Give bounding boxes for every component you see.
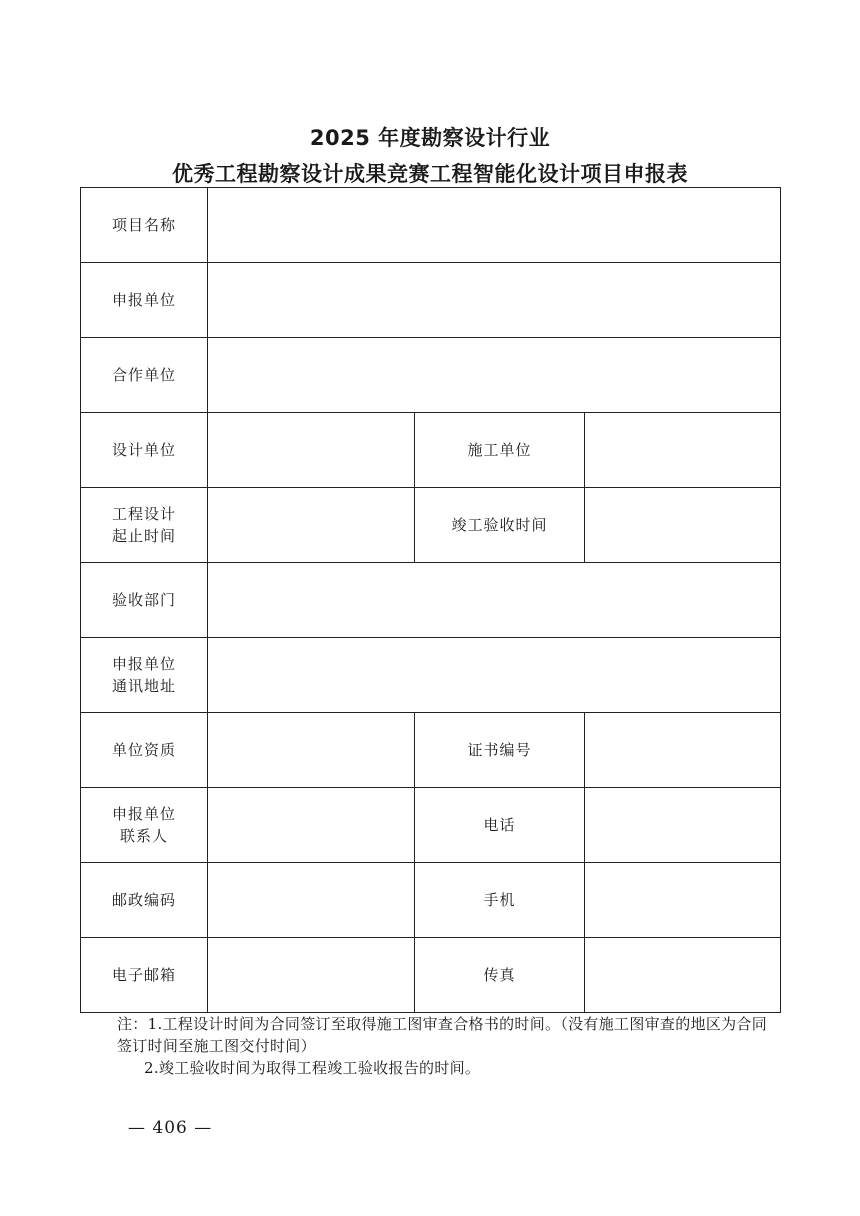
field-mobile[interactable] <box>585 863 781 938</box>
label-address-line-1: 申报单位 <box>111 655 176 673</box>
label-partner: 合作单位 <box>81 338 208 413</box>
table-row <box>81 788 781 863</box>
label-constructor: 施工单位 <box>415 413 585 488</box>
label-design-period <box>81 488 208 563</box>
table-row <box>81 638 781 713</box>
label-postcode: 邮政编码 <box>81 863 208 938</box>
label-address <box>81 638 208 713</box>
table-row <box>81 863 781 938</box>
label-mobile: 手机 <box>415 863 585 938</box>
field-designer[interactable] <box>208 413 415 488</box>
field-completion-time[interactable] <box>585 488 781 563</box>
table-row <box>81 413 781 488</box>
table-row <box>81 263 781 338</box>
field-design-period[interactable] <box>208 488 415 563</box>
field-partner[interactable] <box>208 338 781 413</box>
label-project-name: 项目名称 <box>81 188 208 263</box>
table-row <box>81 338 781 413</box>
note-1: 注：1.工程设计时间为合同签订至取得施工图审查合格书的时间。（没有施工图审查的地区为合同签订时间至施工图交付时间） <box>117 1015 768 1055</box>
label-design-period-line-1: 工程设计 <box>111 505 176 523</box>
field-postcode[interactable] <box>208 863 415 938</box>
note-2: 2.竣工验收时间为取得工程竣工验收报告的时间。 <box>144 1059 481 1077</box>
field-constructor[interactable] <box>585 413 781 488</box>
label-certificate-no: 证书编号 <box>415 713 585 788</box>
page-number: — 406 — <box>128 1118 213 1138</box>
label-contact <box>81 788 208 863</box>
field-address[interactable] <box>208 638 781 713</box>
field-certificate-no[interactable] <box>585 713 781 788</box>
label-contact-line-1: 申报单位 <box>111 805 176 823</box>
field-phone[interactable] <box>585 788 781 863</box>
field-qualification[interactable] <box>208 713 415 788</box>
title-line-2: 优秀工程勘察设计成果竞赛工程智能化设计项目申报表 <box>172 162 688 186</box>
label-acceptance-dept: 验收部门 <box>81 563 208 638</box>
label-completion-time: 竣工验收时间 <box>415 488 585 563</box>
label-qualification: 单位资质 <box>81 713 208 788</box>
table-row <box>81 488 781 563</box>
field-acceptance-dept[interactable] <box>208 563 781 638</box>
notes <box>117 1013 767 1079</box>
field-applicant[interactable] <box>208 263 781 338</box>
field-email[interactable] <box>208 938 415 1013</box>
label-email: 电子邮箱 <box>81 938 208 1013</box>
table-row <box>81 188 781 263</box>
label-phone: 电话 <box>415 788 585 863</box>
label-applicant: 申报单位 <box>81 263 208 338</box>
label-contact-line-2: 联系人 <box>119 827 168 845</box>
table-row <box>81 713 781 788</box>
label-designer: 设计单位 <box>81 413 208 488</box>
table-row <box>81 938 781 1013</box>
label-fax: 传真 <box>415 938 585 1013</box>
title-line-1: 2025 年度勘察设计行业 <box>309 126 551 150</box>
field-contact[interactable] <box>208 788 415 863</box>
label-address-line-2: 通讯地址 <box>111 677 176 695</box>
field-project-name[interactable] <box>208 188 781 263</box>
field-fax[interactable] <box>585 938 781 1013</box>
table-row <box>81 563 781 638</box>
label-design-period-line-2: 起止时间 <box>111 527 176 545</box>
application-form-table <box>80 187 781 1013</box>
